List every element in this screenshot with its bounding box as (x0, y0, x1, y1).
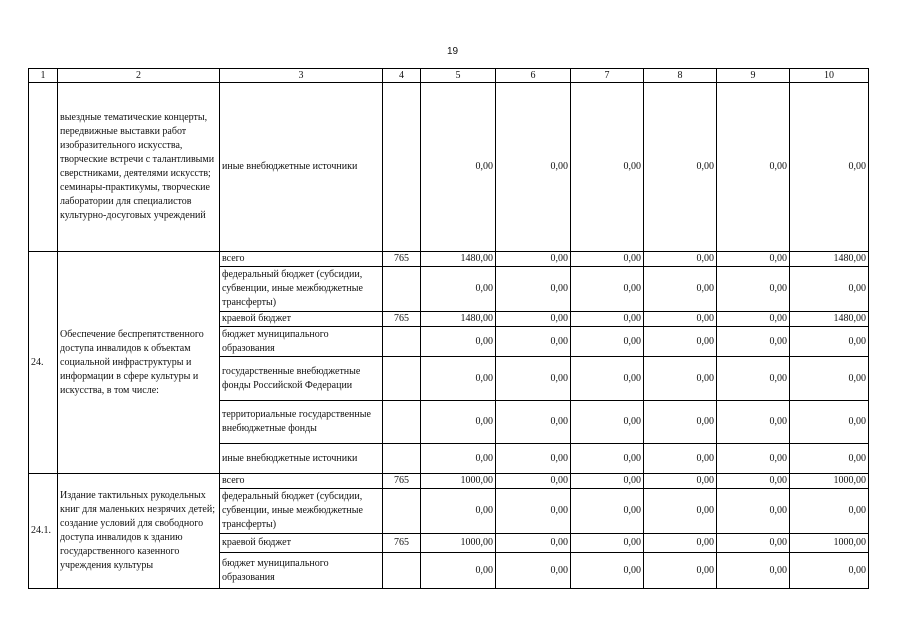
amount-cell: 0,00 (421, 553, 496, 589)
amount-cell: 0,00 (571, 357, 644, 401)
amount-cell: 0,00 (790, 444, 869, 474)
funding-source: краевой бюджет (220, 312, 383, 327)
amount-cell: 0,00 (790, 489, 869, 534)
amount-cell: 0,00 (644, 252, 717, 267)
amount-cell: 0,00 (790, 327, 869, 357)
budget-code: 765 (383, 252, 421, 267)
amount-cell: 0,00 (717, 489, 790, 534)
page-number: 19 (446, 46, 459, 57)
column-header: 3 (220, 69, 383, 83)
budget-code (383, 444, 421, 474)
funding-source: иные внебюджетные источники (220, 83, 383, 252)
amount-cell: 0,00 (790, 83, 869, 252)
amount-cell: 0,00 (717, 267, 790, 312)
row-index (29, 83, 58, 252)
table-row (29, 83, 869, 252)
budget-code (383, 267, 421, 312)
table-row (29, 474, 869, 489)
amount-cell: 0,00 (496, 489, 571, 534)
column-header: 7 (571, 69, 644, 83)
amount-cell: 0,00 (717, 401, 790, 444)
amount-cell: 1480,00 (421, 312, 496, 327)
amount-cell: 0,00 (421, 267, 496, 312)
amount-cell: 0,00 (571, 267, 644, 312)
funding-source: территориальные государственные внебюджетные фонды (220, 401, 383, 444)
measure-name: Обеспечение беспрепятственного доступа инвалидов к объектам социальной инфраструктуры и информации в сфере культуры и искусства, в том числе: (58, 252, 220, 474)
row-index: 24. (29, 252, 58, 474)
amount-cell: 0,00 (421, 489, 496, 534)
amount-cell: 0,00 (644, 489, 717, 534)
amount-cell: 0,00 (717, 252, 790, 267)
amount-cell: 0,00 (717, 312, 790, 327)
amount-cell: 0,00 (496, 553, 571, 589)
column-header: 6 (496, 69, 571, 83)
column-header: 2 (58, 69, 220, 83)
amount-cell: 1480,00 (790, 312, 869, 327)
amount-cell: 0,00 (421, 401, 496, 444)
amount-cell: 0,00 (644, 474, 717, 489)
column-header: 1 (29, 69, 58, 83)
amount-cell: 0,00 (496, 267, 571, 312)
amount-cell: 0,00 (571, 312, 644, 327)
measure-name: выездные тематические концерты, передвижные выставки работ изобразительного искусства, творческие встречи с талантливыми сверстниками, деятелями искусств; семинары-практикумы, творческие лаборатории для специалистов культурно-досуговых учреждений (58, 83, 220, 252)
funding-source: всего (220, 252, 383, 267)
measure-name: Издание тактильных рукодельных книг для маленьких незрячих детей; создание условий для свободного доступа инвалидов к зданию государственного казенного учреждения культуры (58, 474, 220, 589)
amount-cell: 0,00 (644, 553, 717, 589)
amount-cell: 0,00 (790, 553, 869, 589)
amount-cell: 1000,00 (790, 534, 869, 553)
budget-code (383, 83, 421, 252)
funding-source: федеральный бюджет (субсидии, субвенции, иные межбюджетные трансферты) (220, 489, 383, 534)
funding-source: иные внебюджетные источники (220, 444, 383, 474)
budget-code: 765 (383, 474, 421, 489)
amount-cell: 0,00 (571, 327, 644, 357)
amount-cell: 0,00 (644, 312, 717, 327)
amount-cell: 0,00 (717, 83, 790, 252)
amount-cell: 0,00 (644, 401, 717, 444)
budget-table (28, 68, 869, 589)
budget-code (383, 401, 421, 444)
amount-cell: 0,00 (496, 83, 571, 252)
table-row (29, 252, 869, 267)
funding-source: государственные внебюджетные фонды Российской Федерации (220, 357, 383, 401)
funding-source: всего (220, 474, 383, 489)
funding-source: федеральный бюджет (субсидии, субвенции, иные межбюджетные трансферты) (220, 267, 383, 312)
amount-cell: 0,00 (571, 252, 644, 267)
amount-cell: 1480,00 (790, 252, 869, 267)
budget-code (383, 489, 421, 534)
amount-cell: 0,00 (717, 474, 790, 489)
amount-cell: 0,00 (644, 83, 717, 252)
amount-cell: 0,00 (717, 327, 790, 357)
amount-cell: 0,00 (571, 444, 644, 474)
row-index: 24.1. (29, 474, 58, 589)
amount-cell: 0,00 (644, 327, 717, 357)
amount-cell: 0,00 (644, 357, 717, 401)
amount-cell: 0,00 (644, 534, 717, 553)
amount-cell: 0,00 (717, 444, 790, 474)
amount-cell: 0,00 (717, 357, 790, 401)
amount-cell: 0,00 (496, 252, 571, 267)
amount-cell: 0,00 (496, 357, 571, 401)
amount-cell: 0,00 (571, 553, 644, 589)
amount-cell: 0,00 (421, 444, 496, 474)
amount-cell: 0,00 (496, 401, 571, 444)
amount-cell: 0,00 (571, 474, 644, 489)
funding-source: бюджет муниципального образования (220, 327, 383, 357)
amount-cell: 0,00 (644, 444, 717, 474)
amount-cell: 0,00 (496, 474, 571, 489)
column-header: 5 (421, 69, 496, 83)
column-header: 9 (717, 69, 790, 83)
amount-cell: 0,00 (421, 83, 496, 252)
amount-cell: 0,00 (496, 444, 571, 474)
funding-source: краевой бюджет (220, 534, 383, 553)
column-header: 10 (790, 69, 869, 83)
amount-cell: 0,00 (421, 357, 496, 401)
amount-cell: 1480,00 (421, 252, 496, 267)
amount-cell: 0,00 (790, 267, 869, 312)
amount-cell: 0,00 (496, 327, 571, 357)
amount-cell: 0,00 (571, 83, 644, 252)
table-header-row (29, 69, 869, 83)
funding-source: бюджет муниципального образования (220, 553, 383, 589)
amount-cell: 1000,00 (421, 534, 496, 553)
amount-cell: 0,00 (496, 312, 571, 327)
amount-cell: 1000,00 (421, 474, 496, 489)
budget-code (383, 327, 421, 357)
amount-cell: 0,00 (571, 401, 644, 444)
budget-code (383, 357, 421, 401)
amount-cell: 0,00 (571, 534, 644, 553)
amount-cell: 0,00 (790, 401, 869, 444)
amount-cell: 0,00 (421, 327, 496, 357)
amount-cell: 0,00 (717, 553, 790, 589)
budget-code: 765 (383, 312, 421, 327)
amount-cell: 0,00 (790, 357, 869, 401)
amount-cell: 0,00 (571, 489, 644, 534)
amount-cell: 0,00 (644, 267, 717, 312)
amount-cell: 0,00 (496, 534, 571, 553)
column-header: 4 (383, 69, 421, 83)
budget-code (383, 553, 421, 589)
amount-cell: 1000,00 (790, 474, 869, 489)
amount-cell: 0,00 (717, 534, 790, 553)
column-header: 8 (644, 69, 717, 83)
budget-code: 765 (383, 534, 421, 553)
